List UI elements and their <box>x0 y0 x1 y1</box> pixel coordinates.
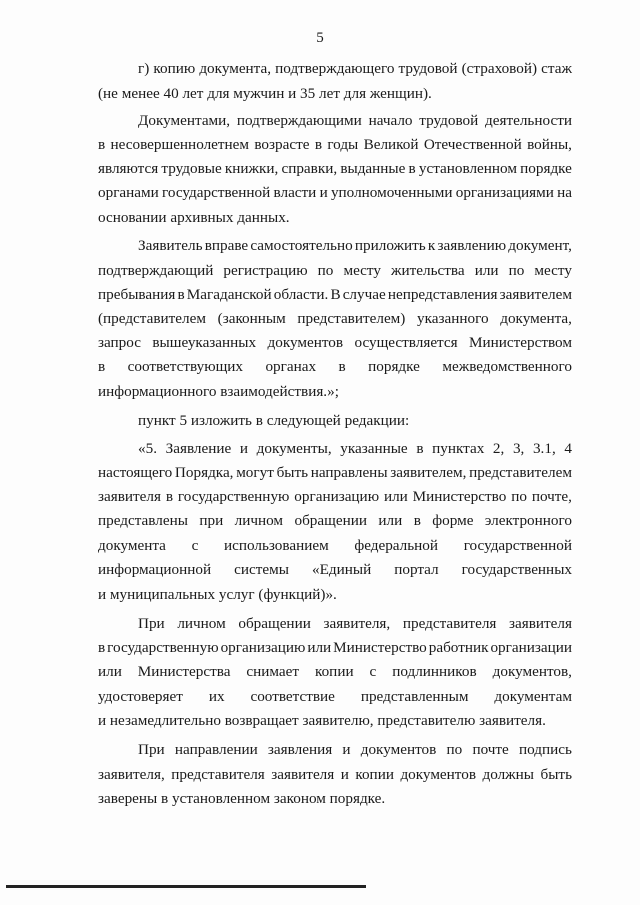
page-number: 5 <box>316 30 324 46</box>
text-line: органами государственной власти и уполномоченными организациями на <box>98 184 572 201</box>
text-line: информационного взаимодействия.»; <box>98 383 339 400</box>
text-line: в государственную организацию или Министерство работник организации <box>98 639 572 656</box>
text-line: и муниципальных услуг (функций)». <box>98 586 337 603</box>
text-line: (представителем (законным представителем) указанного документа, <box>98 310 572 327</box>
text-line: или Министерства снимает копии с подлинников документов, <box>98 663 572 680</box>
text-line: удостоверяет их соответствие представленным документам <box>98 688 572 705</box>
text-line: При направлении заявления и документов по почте подпись <box>138 741 572 758</box>
text-line: основании архивных данных. <box>98 209 290 226</box>
text-line: При личном обращении заявителя, представителя заявителя <box>138 615 572 632</box>
text-line: Заявитель вправе самостоятельно приложить к заявлению документ, <box>138 237 572 254</box>
text-line: документа с использованием федеральной государственной <box>98 537 572 554</box>
text-line: запрос вышеуказанных документов осуществляется Министерством <box>98 334 572 351</box>
text-line: и незамедлительно возвращает заявителю, представителю заявителя. <box>98 712 546 729</box>
text-line: заявителя в государственную организацию или Министерство по почте, <box>98 488 572 505</box>
text-line: информационной системы «Единый портал государственных <box>98 561 572 578</box>
text-line: подтверждающий регистрацию по месту жительства или по месту <box>98 262 572 279</box>
footer-rule <box>6 885 366 888</box>
text-line: «5. Заявление и документы, указанные в пунктах 2, 3, 3.1, 4 <box>138 440 572 457</box>
text-line: заявителя, представителя заявителя и копии документов должны быть <box>98 766 572 783</box>
text-line: (не менее 40 лет для мужчин и 35 лет для женщин). <box>98 85 432 102</box>
text-line: г) копию документа, подтверждающего трудовой (страховой) стаж <box>138 60 572 77</box>
text-line: пункт 5 изложить в следующей редакции: <box>138 412 410 429</box>
text-line: пребывания в Магаданской области. В случае непредставления заявителем <box>98 286 572 303</box>
text-line: Документами, подтверждающими начало трудовой деятельности <box>138 112 572 129</box>
text-line: настоящего Порядка, могут быть направлены заявителем, представителем <box>98 464 572 481</box>
text-line: являются трудовые книжки, справки, выданные в установленном порядке <box>98 160 572 177</box>
text-line: в несовершеннолетнем возрасте в годы Великой Отечественной войны, <box>98 136 572 153</box>
text-line: представлены при личном обращении или в форме электронного <box>98 512 572 529</box>
text-line: заверены в установленном законом порядке. <box>98 790 386 807</box>
text-line: в соответствующих органах в порядке межведомственного <box>98 358 572 375</box>
